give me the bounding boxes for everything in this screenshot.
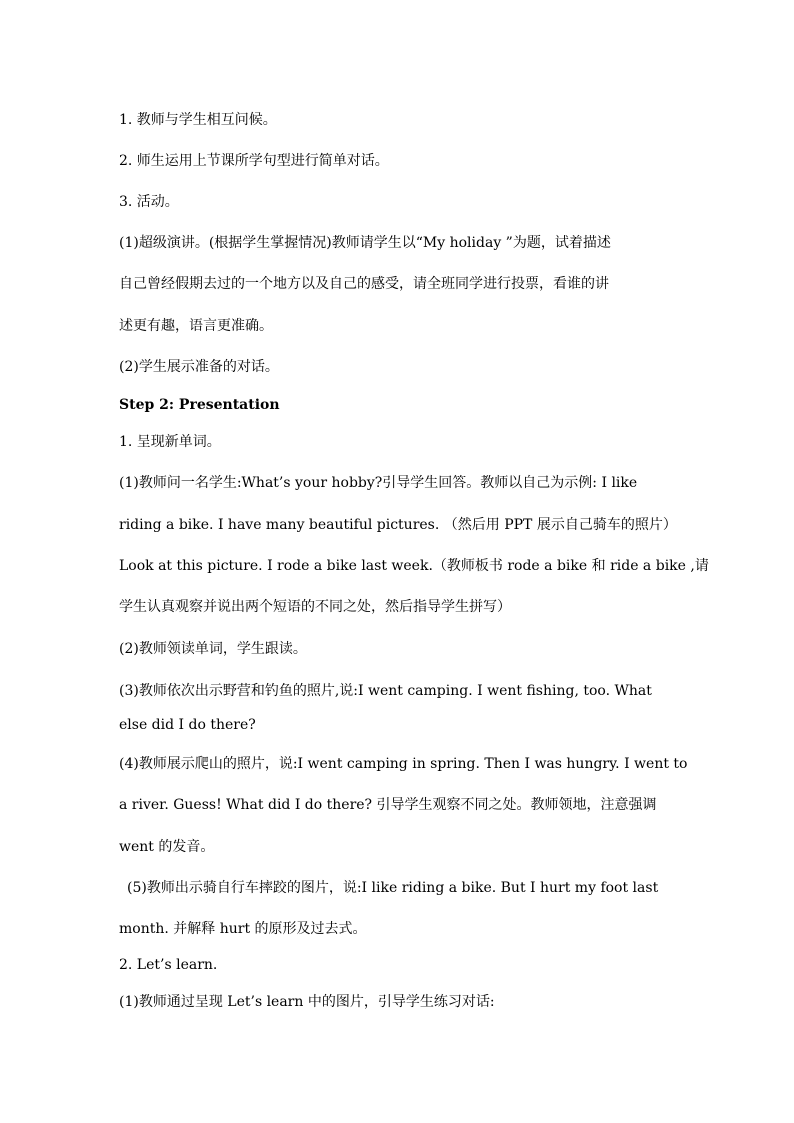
activity-2-line: (2)学生展示准备的对话。: [119, 359, 279, 375]
activity-1-line-2: 自己曾经假期去过的一个地方以及自己的感受，请全班同学进行投票，看谁的讲: [119, 276, 609, 292]
presentation-4-line-2: a river. Guess! What did I do there? 引导学生观察不同之处。教师领地，注意强调: [119, 797, 657, 813]
step1-item-2: 2. 师生运用上节课所学句型进行简单对话。: [119, 153, 389, 169]
presentation-1-line-2: riding a bike. I have many beautiful pictures. （然后用 PPT 展示自己骑车的照片）: [119, 517, 677, 533]
step1-item-3: 3. 活动。: [119, 194, 179, 210]
lets-learn-1-line: (1)教师通过呈现 Let’s learn 中的图片，引导学生练习对话:: [119, 994, 495, 1010]
presentation-4-line-3: went 的发音。: [119, 839, 215, 855]
activity-1-line-1: (1)超级演讲。(根据学生掌握情况)教师请学生以“My holiday ”为题，试着描述: [119, 235, 611, 251]
presentation-1-line-4: 学生认真观察并说出两个短语的不同之处，然后指导学生拼写）: [119, 599, 511, 615]
step2-heading: Step 2: Presentation: [119, 397, 280, 413]
presentation-4-line-1: (4)教师展示爬山的照片，说:I went camping in spring. Then I was hungry. I went to: [119, 756, 688, 772]
presentation-3-line-2: else did I do there?: [119, 717, 256, 733]
activity-1-line-3: 述更有趣，语言更准确。: [119, 318, 273, 334]
lets-learn-heading: 2. Let’s learn.: [119, 957, 218, 973]
presentation-1-line-1: (1)教师问一名学生:What’s your hobby?引导学生回答。教师以自己为示例: I like: [119, 475, 638, 491]
presentation-2-line: (2)教师领读单词，学生跟读。: [119, 641, 307, 657]
presentation-3-line-1: (3)教师依次出示野营和钓鱼的照片,说:I went camping. I went fishing, too. What: [119, 683, 652, 699]
presentation-item-1: 1. 呈现新单词。: [119, 434, 221, 450]
presentation-5-line-2: month. 并解释 hurt 的原形及过去式。: [119, 921, 367, 937]
step1-item-1: 1. 教师与学生相互问候。: [119, 112, 277, 128]
presentation-5-line-1: (5)教师出示骑自行车摔跤的图片，说:I like riding a bike. But I hurt my foot last: [127, 880, 659, 896]
presentation-1-line-3: Look at this picture. I rode a bike last week.（教师板书 rode a bike 和 ride a bike ,请: [119, 558, 709, 574]
